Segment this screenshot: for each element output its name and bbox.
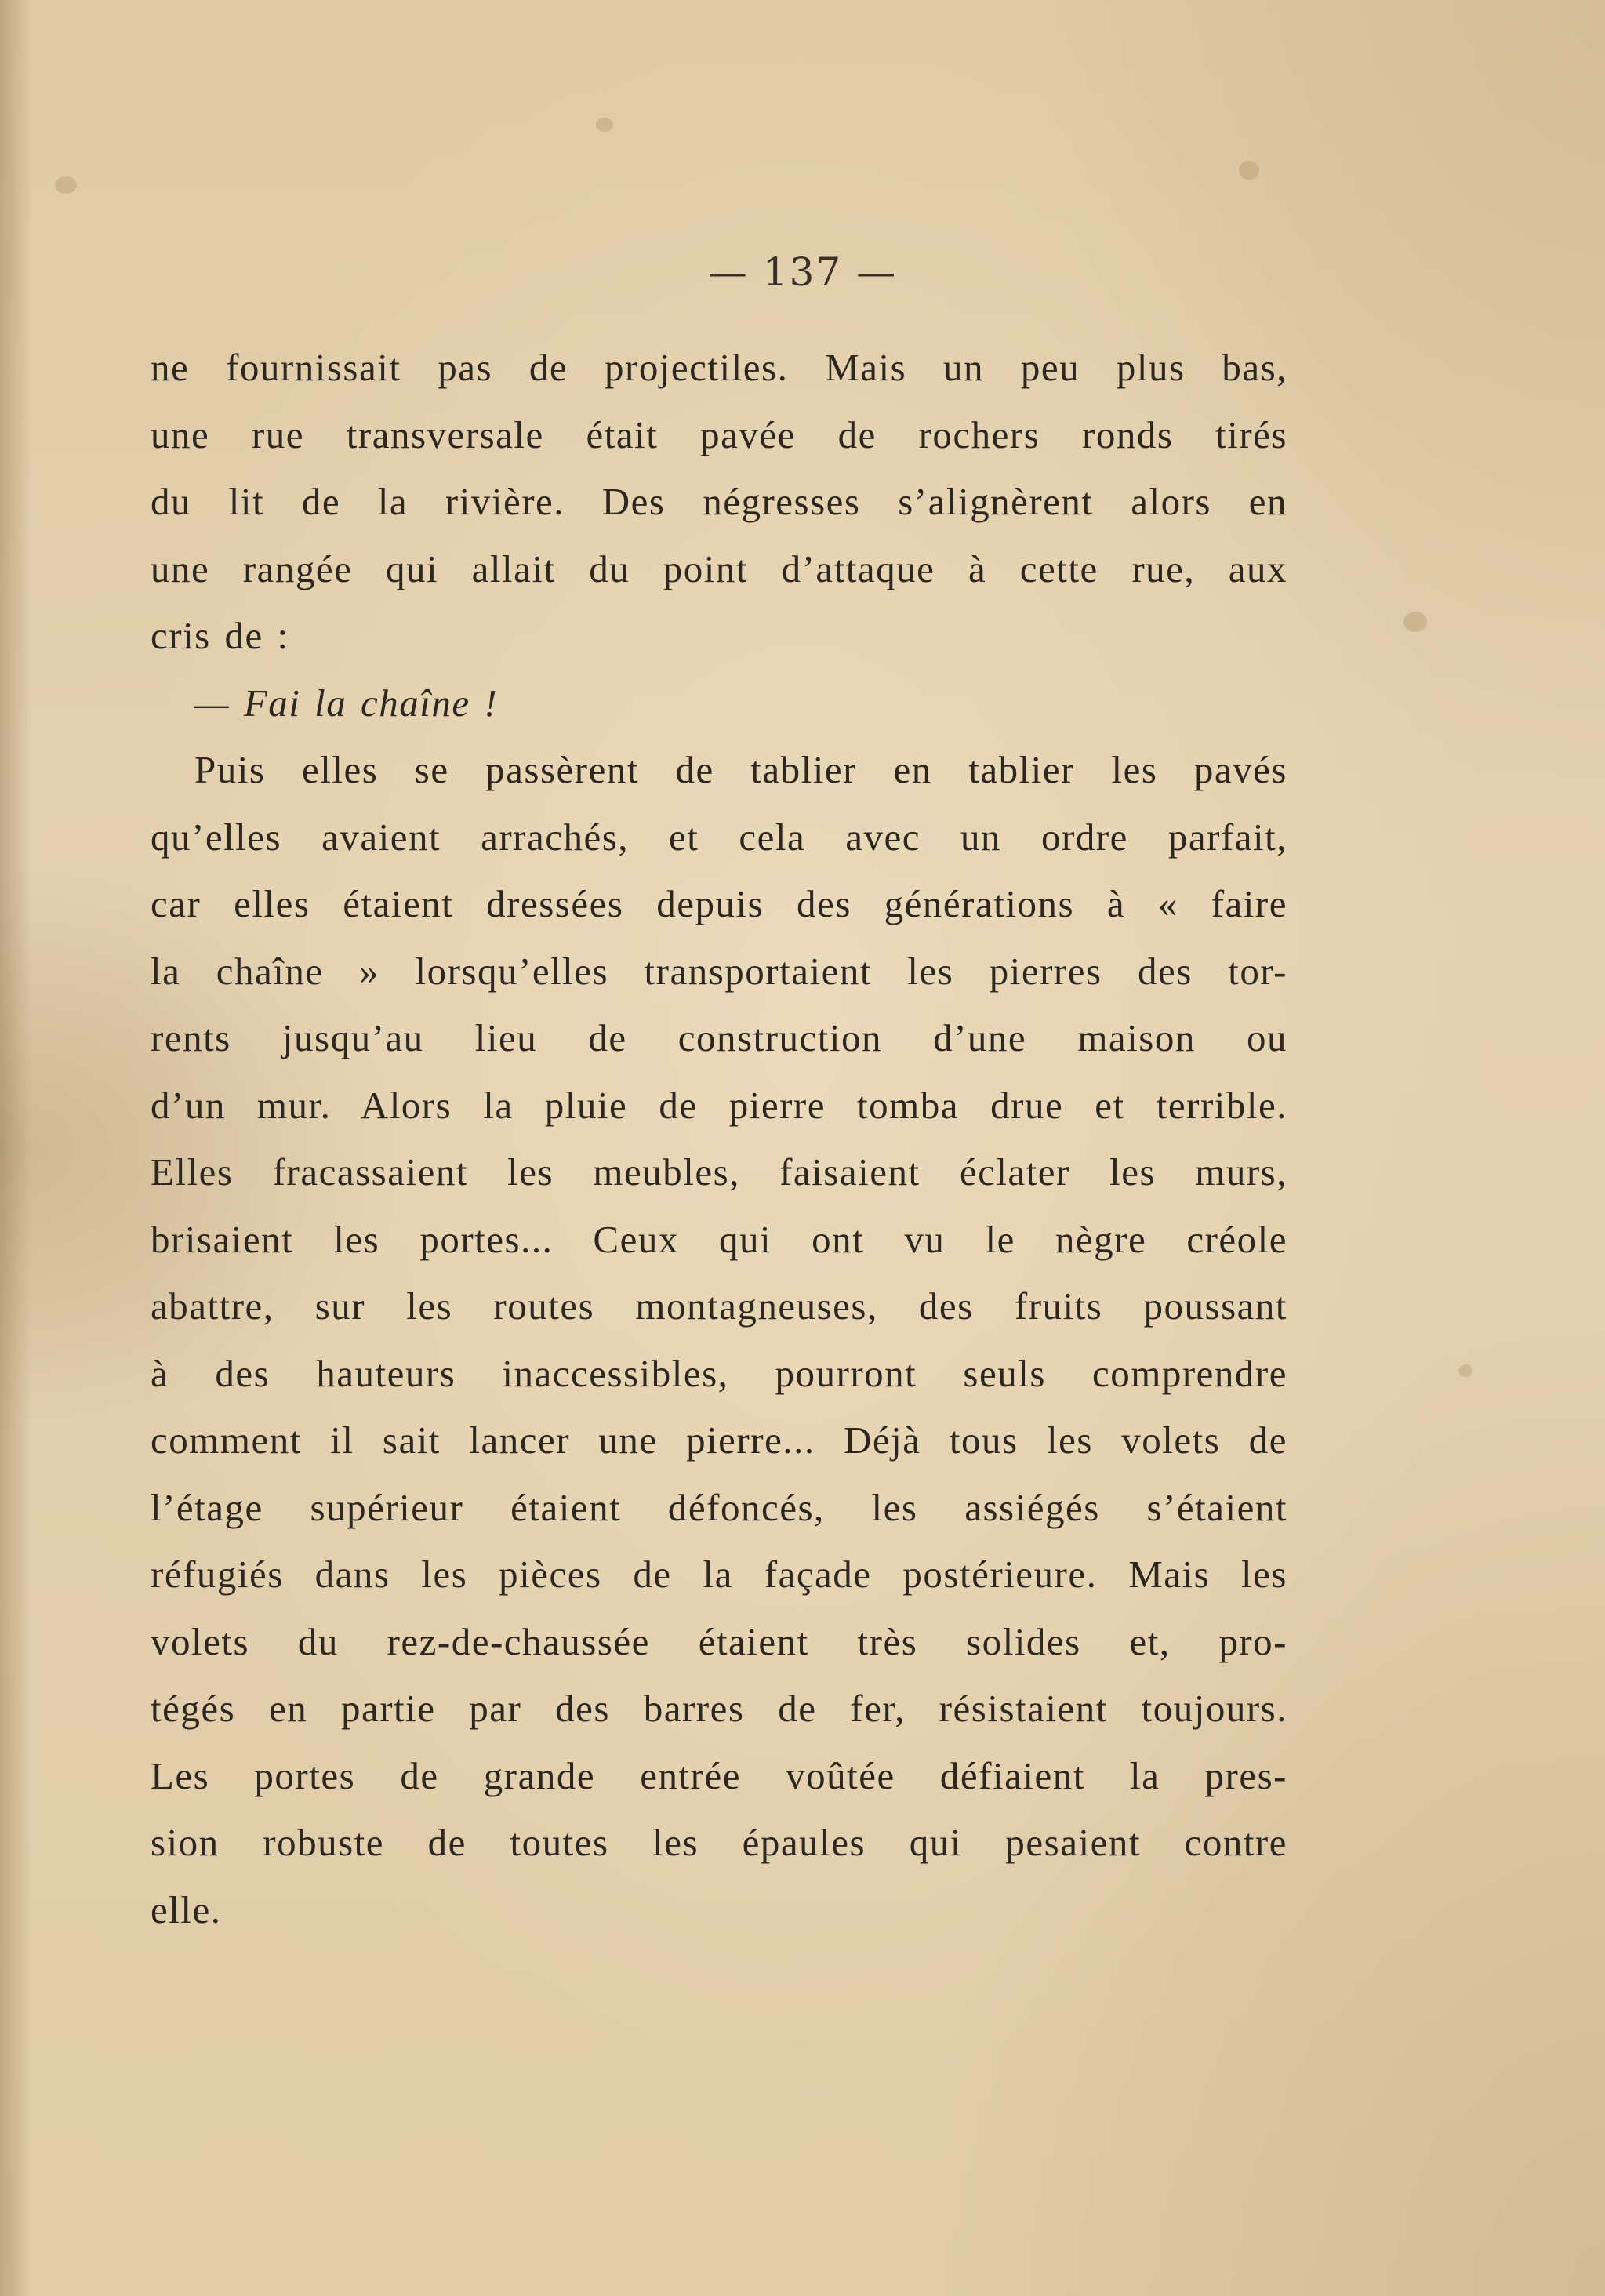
text-line: une rangée qui allait du point d’attaque à cette rue, aux (151, 547, 1287, 590)
text-line: ne fournissait pas de projectiles. Mais un peu plus bas, (151, 346, 1287, 389)
text-line: l’étage supérieur étaient défoncés, les assiégés s’étaient (151, 1485, 1287, 1529)
text-line: cris de : (151, 614, 289, 657)
text-line: volets du rez-de-chaussée étaient très solides et, pro- (151, 1619, 1287, 1663)
page-edge-shadow (0, 0, 31, 2296)
paper-spot (596, 118, 613, 132)
text-line: Elles fracassaient les meubles, faisaient éclater les murs, (151, 1150, 1287, 1193)
text-line: du lit de la rivière. Des négresses s’alignèrent alors en (151, 480, 1287, 523)
paper-spot (1403, 612, 1427, 632)
text-line: qu’elles avaient arrachés, et cela avec un ordre parfait, (151, 815, 1287, 859)
text-line: elle. (151, 1887, 222, 1931)
text-line: réfugiés dans les pièces de la façade postérieure. Mais les (151, 1553, 1287, 1596)
text-line: une rue transversale était pavée de rochers ronds tirés (151, 412, 1287, 456)
text-line: Puis elles se passèrent de tablier en tablier les pavés (194, 748, 1287, 791)
text-line: comment il sait lancer une pierre... Déjà tous les volets de (151, 1419, 1287, 1462)
paper-spot (55, 176, 77, 194)
page-number: — 137 — (707, 249, 898, 295)
text-line: sion robuste de toutes les épaules qui pesaient contre (151, 1821, 1287, 1864)
text-line: Les portes de grande entrée voûtée défiaient la pres- (151, 1753, 1287, 1797)
text-line: abattre, sur les routes montagneuses, des fruits poussant (151, 1284, 1287, 1328)
text-line: car elles étaient dressées depuis des générations à « faire (151, 882, 1287, 925)
paper-spot (1458, 1364, 1472, 1377)
paper-spot (1239, 161, 1259, 180)
text-line: rents jusqu’au lieu de construction d’une maison ou (151, 1016, 1287, 1059)
text-line: la chaîne » lorsqu’elles transportaient les pierres des tor- (151, 949, 1287, 993)
text-line: tégés en partie par des barres de fer, résistaient toujours. (151, 1687, 1287, 1730)
body-text (151, 334, 1287, 1943)
text-line: à des hauteurs inaccessibles, pourront seuls comprendre (151, 1351, 1287, 1395)
dialogue-line: — Fai la chaîne ! (194, 681, 499, 725)
text-line: brisaient les portes... Ceux qui ont vu le nègre créole (151, 1217, 1287, 1261)
text-line: d’un mur. Alors la pluie de pierre tomba drue et terrible. (151, 1083, 1287, 1127)
